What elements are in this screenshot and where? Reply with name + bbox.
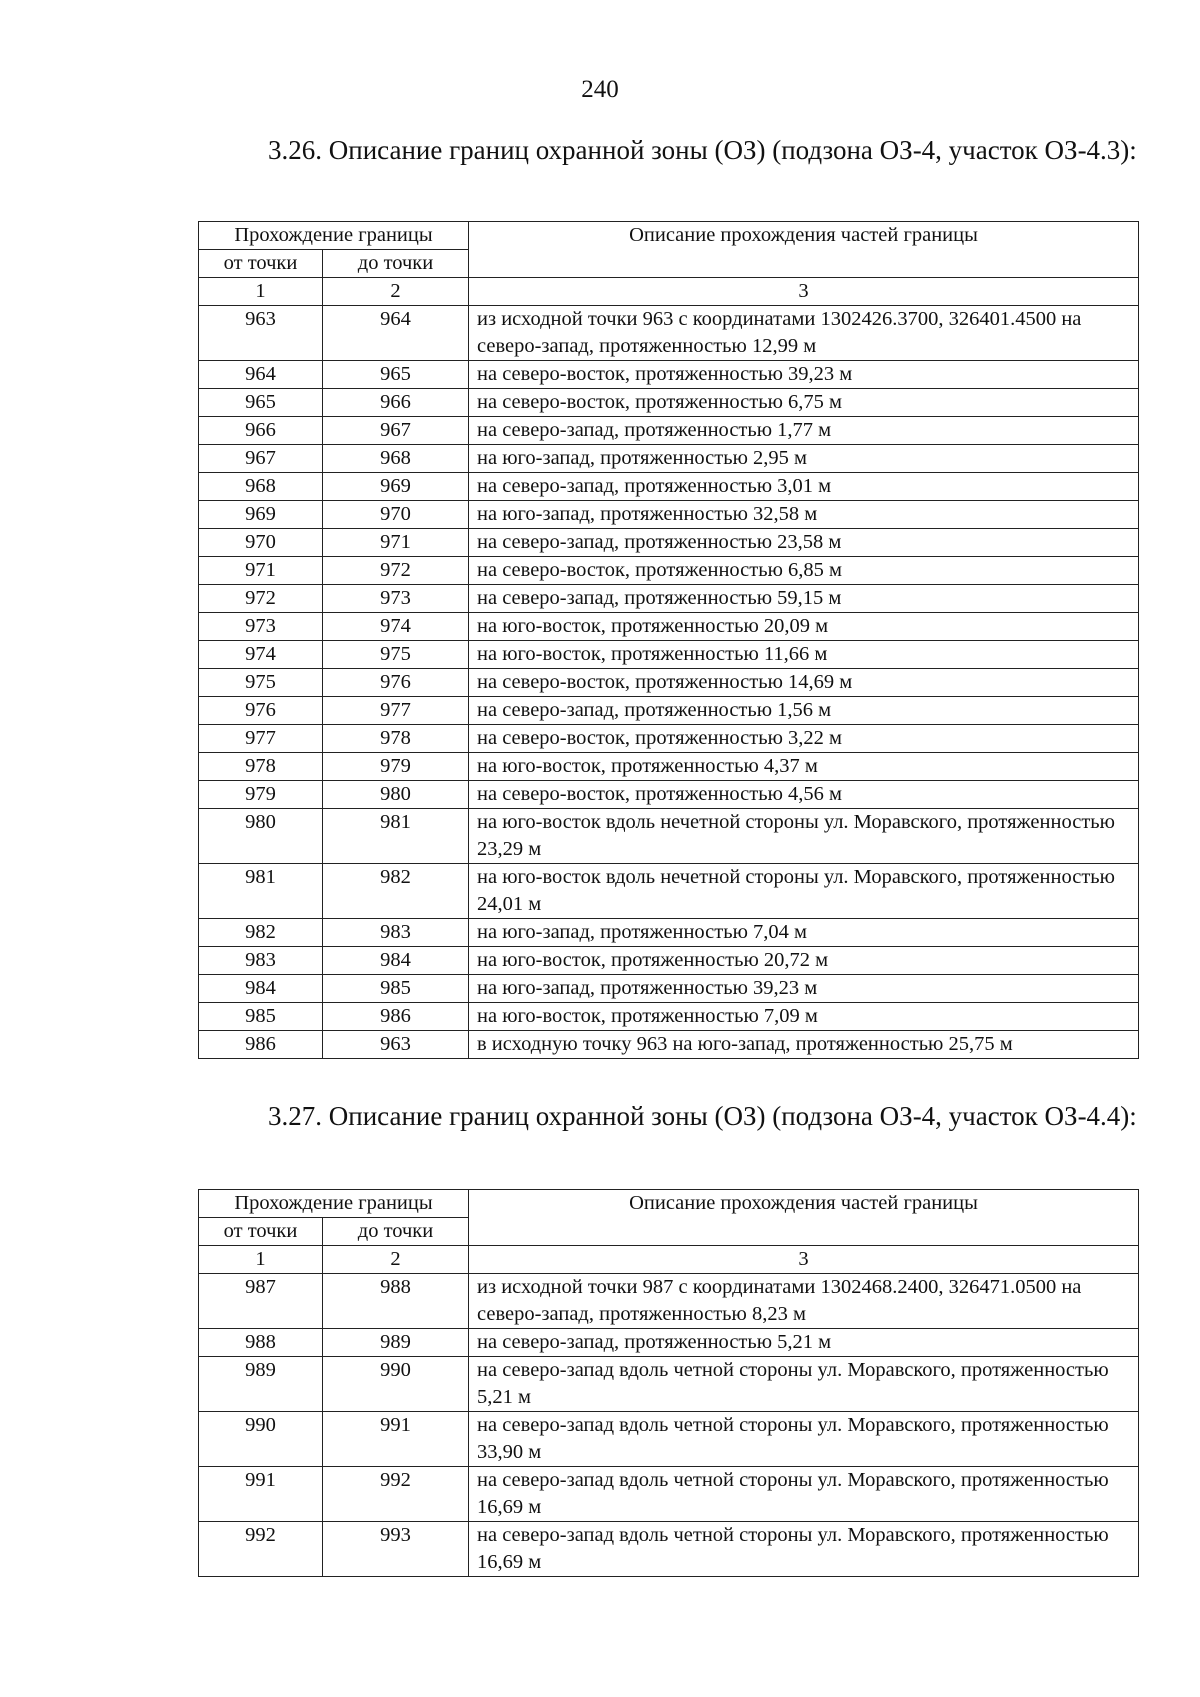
from-point-cell: 963 xyxy=(199,306,323,361)
from-point-cell: 965 xyxy=(199,389,323,417)
description-cell: на юго-восток, протяженностью 7,09 м xyxy=(469,1003,1139,1031)
to-point-cell: 991 xyxy=(323,1412,469,1467)
table-row xyxy=(199,473,1139,501)
description-cell: на юго-запад, протяженностью 2,95 м xyxy=(469,445,1139,473)
boundary-table-3-27 xyxy=(198,1189,1138,1577)
column-number-row xyxy=(199,278,1139,306)
table-row xyxy=(199,501,1139,529)
to-point-cell: 992 xyxy=(323,1467,469,1522)
table-row xyxy=(199,919,1139,947)
to-point-cell: 965 xyxy=(323,361,469,389)
table-row xyxy=(199,1031,1139,1059)
table-row xyxy=(199,1274,1139,1329)
description-cell: на юго-восток, протяженностью 20,09 м xyxy=(469,613,1139,641)
description-cell: на северо-запад, протяженностью 3,01 м xyxy=(469,473,1139,501)
table-row xyxy=(199,697,1139,725)
to-point-cell: 982 xyxy=(323,864,469,919)
to-point-cell: 963 xyxy=(323,1031,469,1059)
to-point-cell: 967 xyxy=(323,417,469,445)
description-cell: на северо-восток, протяженностью 14,69 м xyxy=(469,669,1139,697)
from-point-cell: 973 xyxy=(199,613,323,641)
boundary-table-3-26 xyxy=(198,221,1138,1059)
from-point-cell: 982 xyxy=(199,919,323,947)
from-point-cell: 989 xyxy=(199,1357,323,1412)
header-description: Описание прохождения частей границы xyxy=(469,1190,1139,1246)
to-point-cell: 993 xyxy=(323,1522,469,1577)
from-point-cell: 980 xyxy=(199,809,323,864)
table-row xyxy=(199,1412,1139,1467)
to-point-cell: 974 xyxy=(323,613,469,641)
to-point-cell: 988 xyxy=(323,1274,469,1329)
description-cell: на северо-восток, протяженностью 4,56 м xyxy=(469,781,1139,809)
table-row xyxy=(199,864,1139,919)
to-point-cell: 976 xyxy=(323,669,469,697)
from-point-cell: 967 xyxy=(199,445,323,473)
description-cell: на юго-запад, протяженностью 39,23 м xyxy=(469,975,1139,1003)
header-description: Описание прохождения частей границы xyxy=(469,222,1139,278)
description-cell: на юго-восток, протяженностью 11,66 м xyxy=(469,641,1139,669)
from-point-cell: 983 xyxy=(199,947,323,975)
to-point-cell: 990 xyxy=(323,1357,469,1412)
table-row xyxy=(199,557,1139,585)
table-row xyxy=(199,1522,1139,1577)
description-cell: на северо-восток, протяженностью 39,23 м xyxy=(469,361,1139,389)
header-from-point: от точки xyxy=(199,250,323,278)
description-cell: на юго-восток вдоль нечетной стороны ул. Моравского, протяженностью 24,01 м xyxy=(469,864,1139,919)
header-to-point: до точки xyxy=(323,250,469,278)
to-point-cell: 971 xyxy=(323,529,469,557)
table-header-row xyxy=(199,1190,1139,1218)
from-point-cell: 979 xyxy=(199,781,323,809)
to-point-cell: 989 xyxy=(323,1329,469,1357)
from-point-cell: 964 xyxy=(199,361,323,389)
from-point-cell: 975 xyxy=(199,669,323,697)
from-point-cell: 992 xyxy=(199,1522,323,1577)
column-number: 2 xyxy=(323,278,469,306)
boundary-table xyxy=(198,221,1139,1059)
table-row xyxy=(199,1357,1139,1412)
description-cell: на северо-запад вдоль четной стороны ул. Моравского, протяженностью 16,69 м xyxy=(469,1522,1139,1577)
table-row xyxy=(199,947,1139,975)
to-point-cell: 972 xyxy=(323,557,469,585)
from-point-cell: 969 xyxy=(199,501,323,529)
to-point-cell: 978 xyxy=(323,725,469,753)
table-row xyxy=(199,585,1139,613)
to-point-cell: 977 xyxy=(323,697,469,725)
description-cell: на северо-запад вдоль четной стороны ул. Моравского, протяженностью 5,21 м xyxy=(469,1357,1139,1412)
table-row xyxy=(199,725,1139,753)
to-point-cell: 966 xyxy=(323,389,469,417)
description-cell: на северо-запад вдоль четной стороны ул. Моравского, протяженностью 16,69 м xyxy=(469,1467,1139,1522)
to-point-cell: 986 xyxy=(323,1003,469,1031)
to-point-cell: 985 xyxy=(323,975,469,1003)
description-cell: в исходную точку 963 на юго-запад, протяженностью 25,75 м xyxy=(469,1031,1139,1059)
description-cell: на юго-восток вдоль нечетной стороны ул. Моравского, протяженностью 23,29 м xyxy=(469,809,1139,864)
table-row xyxy=(199,809,1139,864)
table-row xyxy=(199,417,1139,445)
from-point-cell: 971 xyxy=(199,557,323,585)
description-cell: на юго-восток, протяженностью 20,72 м xyxy=(469,947,1139,975)
description-cell: на юго-восток, протяженностью 4,37 м xyxy=(469,753,1139,781)
from-point-cell: 990 xyxy=(199,1412,323,1467)
table-row xyxy=(199,781,1139,809)
column-number-row xyxy=(199,1246,1139,1274)
to-point-cell: 975 xyxy=(323,641,469,669)
column-number: 2 xyxy=(323,1246,469,1274)
to-point-cell: 969 xyxy=(323,473,469,501)
to-point-cell: 964 xyxy=(323,306,469,361)
table-row xyxy=(199,361,1139,389)
from-point-cell: 968 xyxy=(199,473,323,501)
from-point-cell: 972 xyxy=(199,585,323,613)
description-cell: из исходной точки 987 с координатами 1302468.2400, 326471.0500 на северо-запад, протяженностью 8,23 м xyxy=(469,1274,1139,1329)
from-point-cell: 987 xyxy=(199,1274,323,1329)
table-row xyxy=(199,753,1139,781)
table-row xyxy=(199,613,1139,641)
from-point-cell: 976 xyxy=(199,697,323,725)
header-from-point: от точки xyxy=(199,1218,323,1246)
table-row xyxy=(199,445,1139,473)
table-row xyxy=(199,306,1139,361)
description-cell: из исходной точки 963 с координатами 1302426.3700, 326401.4500 на северо-запад, протяженностью 12,99 м xyxy=(469,306,1139,361)
table-row xyxy=(199,975,1139,1003)
table-row xyxy=(199,641,1139,669)
page-number: 240 xyxy=(581,76,619,103)
description-cell: на северо-запад, протяженностью 1,77 м xyxy=(469,417,1139,445)
description-cell: на северо-восток, протяженностью 3,22 м xyxy=(469,725,1139,753)
to-point-cell: 984 xyxy=(323,947,469,975)
from-point-cell: 970 xyxy=(199,529,323,557)
to-point-cell: 970 xyxy=(323,501,469,529)
section-heading-3-26: 3.26. Описание границ охранной зоны (ОЗ) (подзона ОЗ-4, участок ОЗ-4.3): xyxy=(268,135,1137,165)
table-header-row xyxy=(199,222,1139,250)
table-row xyxy=(199,529,1139,557)
boundary-table xyxy=(198,1189,1139,1577)
description-cell: на юго-запад, протяженностью 32,58 м xyxy=(469,501,1139,529)
description-cell: на северо-восток, протяженностью 6,75 м xyxy=(469,389,1139,417)
from-point-cell: 974 xyxy=(199,641,323,669)
table-row xyxy=(199,389,1139,417)
from-point-cell: 978 xyxy=(199,753,323,781)
from-point-cell: 984 xyxy=(199,975,323,1003)
header-to-point: до точки xyxy=(323,1218,469,1246)
column-number: 3 xyxy=(469,278,1139,306)
from-point-cell: 991 xyxy=(199,1467,323,1522)
from-point-cell: 981 xyxy=(199,864,323,919)
description-cell: на северо-запад, протяженностью 59,15 м xyxy=(469,585,1139,613)
to-point-cell: 980 xyxy=(323,781,469,809)
column-number: 1 xyxy=(199,1246,323,1274)
description-cell: на северо-запад вдоль четной стороны ул. Моравского, протяженностью 33,90 м xyxy=(469,1412,1139,1467)
section-heading-3-27: 3.27. Описание границ охранной зоны (ОЗ) (подзона ОЗ-4, участок ОЗ-4.4): xyxy=(268,1101,1137,1131)
table-row xyxy=(199,669,1139,697)
to-point-cell: 983 xyxy=(323,919,469,947)
to-point-cell: 973 xyxy=(323,585,469,613)
description-cell: на юго-запад, протяженностью 7,04 м xyxy=(469,919,1139,947)
description-cell: на северо-запад, протяженностью 1,56 м xyxy=(469,697,1139,725)
from-point-cell: 986 xyxy=(199,1031,323,1059)
from-point-cell: 966 xyxy=(199,417,323,445)
header-boundary-passage: Прохождение границы xyxy=(199,222,469,250)
table-row xyxy=(199,1003,1139,1031)
column-number: 1 xyxy=(199,278,323,306)
description-cell: на северо-запад, протяженностью 23,58 м xyxy=(469,529,1139,557)
to-point-cell: 968 xyxy=(323,445,469,473)
column-number: 3 xyxy=(469,1246,1139,1274)
from-point-cell: 977 xyxy=(199,725,323,753)
from-point-cell: 985 xyxy=(199,1003,323,1031)
table-row xyxy=(199,1329,1139,1357)
description-cell: на северо-запад, протяженностью 5,21 м xyxy=(469,1329,1139,1357)
table-row xyxy=(199,1467,1139,1522)
header-boundary-passage: Прохождение границы xyxy=(199,1190,469,1218)
to-point-cell: 981 xyxy=(323,809,469,864)
to-point-cell: 979 xyxy=(323,753,469,781)
description-cell: на северо-восток, протяженностью 6,85 м xyxy=(469,557,1139,585)
from-point-cell: 988 xyxy=(199,1329,323,1357)
